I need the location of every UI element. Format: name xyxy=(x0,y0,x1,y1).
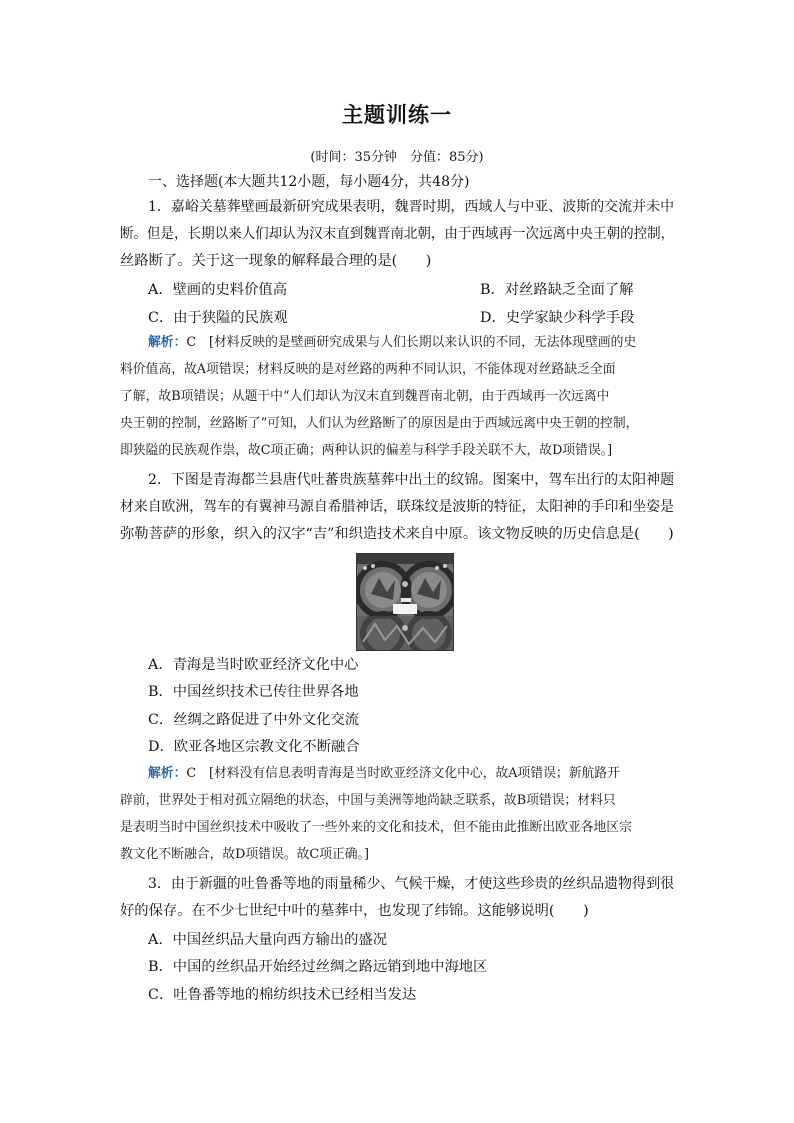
explanation-1-line: 料价值高，故A项错误；材料反映的是对丝路的两种不同认识，不能体现对丝路缺乏全面 xyxy=(120,362,616,377)
question-2-option-b: B．中国丝织技术已传往世界各地 xyxy=(148,684,359,700)
explanation-2-text: C [材料没有信息表明青海是当时欧亚经济文化中心，故A项错误；新航路开 xyxy=(186,766,620,781)
explanation-2-line xyxy=(148,765,620,783)
explanation-1-line: 即狭隘的民族观作祟，故C项正确；两种认识的偏差与科学手段关联不大，故D项错误。] xyxy=(120,443,613,458)
section-heading: 一、选择题(本大题共12小题，每小题4分，共48分) xyxy=(148,174,470,190)
exam-meta: (时间：35分钟 分值：85分) xyxy=(310,150,484,165)
question-1-option-a: A．壁画的史料价值高 xyxy=(148,282,287,298)
explanation-2-line: 辟前，世界处于相对孤立隔绝的状态，中国与美洲等地尚缺乏联系，故B项错误；材料只 xyxy=(120,793,616,808)
question-1-option-d: D．史学家缺少科学手段 xyxy=(480,310,635,326)
explanation-2-line: 是表明当时中国丝织技术中吸收了一些外来的文化和技术，但不能由此推断出欧亚各地区宗 xyxy=(120,820,632,835)
question-3-option-a: A．中国丝织品大量向西方输出的盛况 xyxy=(148,932,388,948)
question-2-text: 弥勒菩萨的形象，织入的汉字“吉”和织造技术来自中原。该文物反映的历史信息是( ) xyxy=(120,526,674,542)
question-3-text: 好的保存。在不少七世纪中叶的墓葬中，也发现了纬锦。这能够说明( ) xyxy=(120,903,589,919)
question-2-option-c: C．丝绸之路促进了中外文化交流 xyxy=(148,712,360,728)
question-1-text: 丝路断了。关于这一现象的解释最合理的是( ) xyxy=(120,253,432,269)
question-2-option-d: D．欧亚各地区宗教文化不断融合 xyxy=(148,739,360,755)
brocade-textile-image xyxy=(356,553,454,651)
question-1-option-b: B．对丝路缺乏全面了解 xyxy=(480,282,634,298)
page-title: 主题训练一 xyxy=(342,103,452,127)
brocade-pattern-illustration xyxy=(357,554,453,650)
explanation-1-line: 央王朝的控制，丝路断了”可知，人们认为丝路断了的原因是由于西域远离中央王朝的控制， xyxy=(120,416,639,431)
explanation-1-line: 了解，故B项错误；从题干中“人们却认为汉末直到魏晋南北朝，由于西域再一次远离中 xyxy=(120,389,610,404)
question-3-option-b: B．中国的丝织品开始经过丝绸之路远销到地中海地区 xyxy=(148,959,488,975)
question-3-option-c: C．吐鲁番等地的棉纺织技术已经相当发达 xyxy=(148,987,417,1003)
question-2-text: 材来自欧洲，驾车的有翼神马源自希腊神话，联珠纹是波斯的特征，太阳神的手印和坐姿是 xyxy=(120,499,674,515)
explanation-label: 解析： xyxy=(148,335,187,350)
question-2-option-a: A．青海是当时欧亚经济文化中心 xyxy=(148,657,359,673)
explanation-1-line xyxy=(148,334,636,352)
question-2-text: 2．下图是青海都兰县唐代吐蕃贵族墓葬中出土的纹锦。图案中，驾车出行的太阳神题 xyxy=(148,472,675,488)
question-1-text: 1．嘉峪关墓葬壁画最新研究成果表明，魏晋时期，西域人与中亚、波斯的交流并未中 xyxy=(148,199,675,215)
explanation-1-text: C [材料反映的是壁画研究成果与人们长期以来认识的不同，无法体现壁画的史 xyxy=(186,335,637,350)
explanation-label: 解析： xyxy=(148,766,187,781)
question-3-text: 3．由于新疆的吐鲁番等地的雨量稀少、气候干燥，才使这些珍贵的丝织品遗物得到很 xyxy=(148,876,675,892)
question-1-option-c: C．由于狭隘的民族观 xyxy=(148,310,288,326)
explanation-2-line: 教文化不断融合，故D项错误。故C项正确。] xyxy=(120,847,369,862)
question-1-text: 断。但是，长期以来人们却认为汉末直到魏晋南北朝，由于西域再一次远离中央王朝的控制， xyxy=(120,226,675,242)
